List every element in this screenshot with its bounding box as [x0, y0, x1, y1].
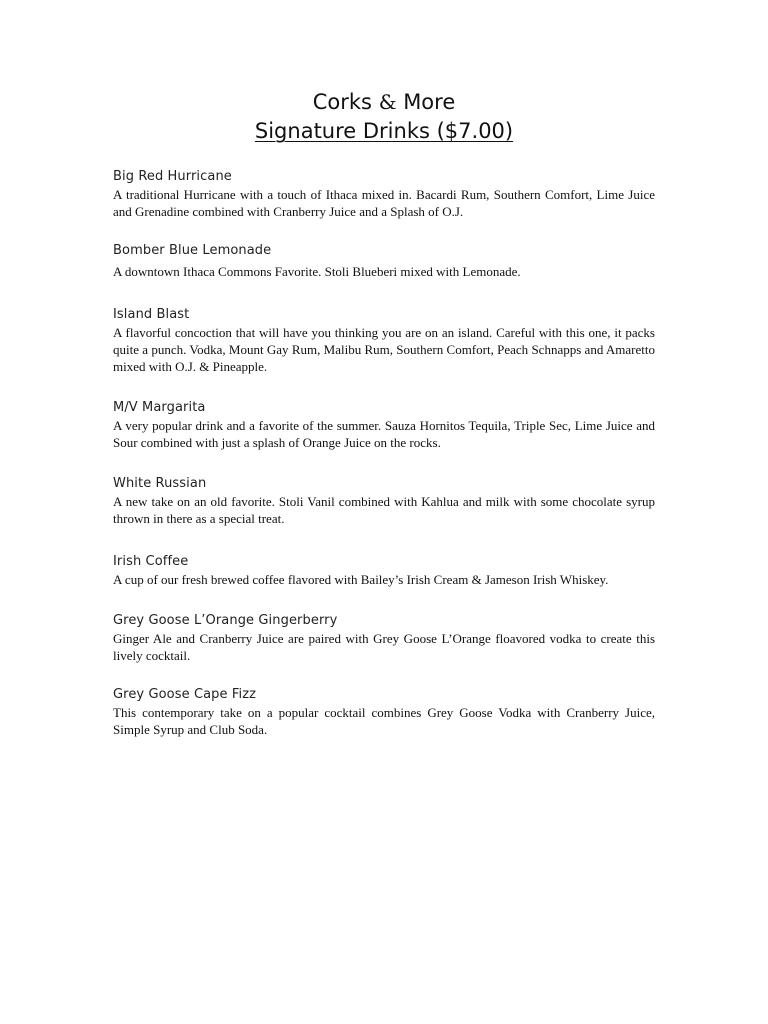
drink-list [113, 168, 655, 738]
drink-description: Ginger Ale and Cranberry Juice are paired with Grey Goose L’Orange floavored vodka to create this lively cocktail. [113, 631, 655, 663]
drink-name: White Russian [113, 476, 207, 491]
title-ampersand: & [378, 90, 397, 114]
page-subtitle: Signature Drinks ($7.00) [254, 119, 514, 143]
page-title [0, 88, 768, 117]
drink-description: A very popular drink and a favorite of the summer. Sauza Hornitos Tequila, Triple Sec, Lime Juice and Sour combined with just a splash of Orange Juice on the rocks. [113, 418, 655, 450]
drink-name: Island Blast [113, 307, 190, 322]
drink-item-grey-goose-lorange-gingerberry [113, 612, 655, 664]
menu-header [0, 88, 768, 146]
drink-item-white-russian [113, 475, 655, 527]
drink-item-mv-margarita [113, 399, 655, 451]
drink-description: A downtown Ithaca Commons Favorite. Stoli Blueberi mixed with Lemonade. [113, 264, 521, 279]
drink-name: Big Red Hurricane [113, 169, 232, 184]
drink-description: A flavorful concoction that will have you thinking you are on an island. Careful with this one, it packs quite a punch. Vodka, Mount Gay Rum, Malibu Rum, Southern Comfort, Peach Schnapps and Amaretto mixed with O.J. & Pineapple. [113, 325, 655, 374]
drink-item-bomber-blue-lemonade [113, 242, 655, 280]
drink-name: Irish Coffee [113, 554, 189, 569]
drink-description: A cup of our fresh brewed coffee flavored with Bailey’s Irish Cream & Jameson Irish Whiskey. [113, 572, 609, 587]
drink-name: Bomber Blue Lemonade [113, 243, 272, 258]
drink-item-irish-coffee [113, 553, 655, 588]
drink-item-grey-goose-cape-fizz [113, 686, 655, 738]
drink-name: Grey Goose Cape Fizz [113, 687, 257, 702]
drink-description: A new take on an old favorite. Stoli Vanil combined with Kahlua and milk with some chocolate syrup thrown in there as a special treat. [113, 494, 655, 526]
title-name-part2: More [403, 90, 456, 114]
drink-name: M/V Margarita [113, 400, 206, 415]
drink-name: Grey Goose L’Orange Gingerberry [113, 613, 338, 628]
drink-item-big-red-hurricane [113, 168, 655, 220]
title-name-part1: Corks [312, 90, 372, 114]
drink-item-island-blast [113, 306, 655, 375]
drink-description: This contemporary take on a popular cocktail combines Grey Goose Vodka with Cranberry Juice, Simple Syrup and Club Soda. [113, 705, 655, 737]
drink-description: A traditional Hurricane with a touch of Ithaca mixed in. Bacardi Rum, Southern Comfort, Lime Juice and Grenadine combined with Cranberry Juice and a Splash of O.J. [113, 187, 655, 219]
